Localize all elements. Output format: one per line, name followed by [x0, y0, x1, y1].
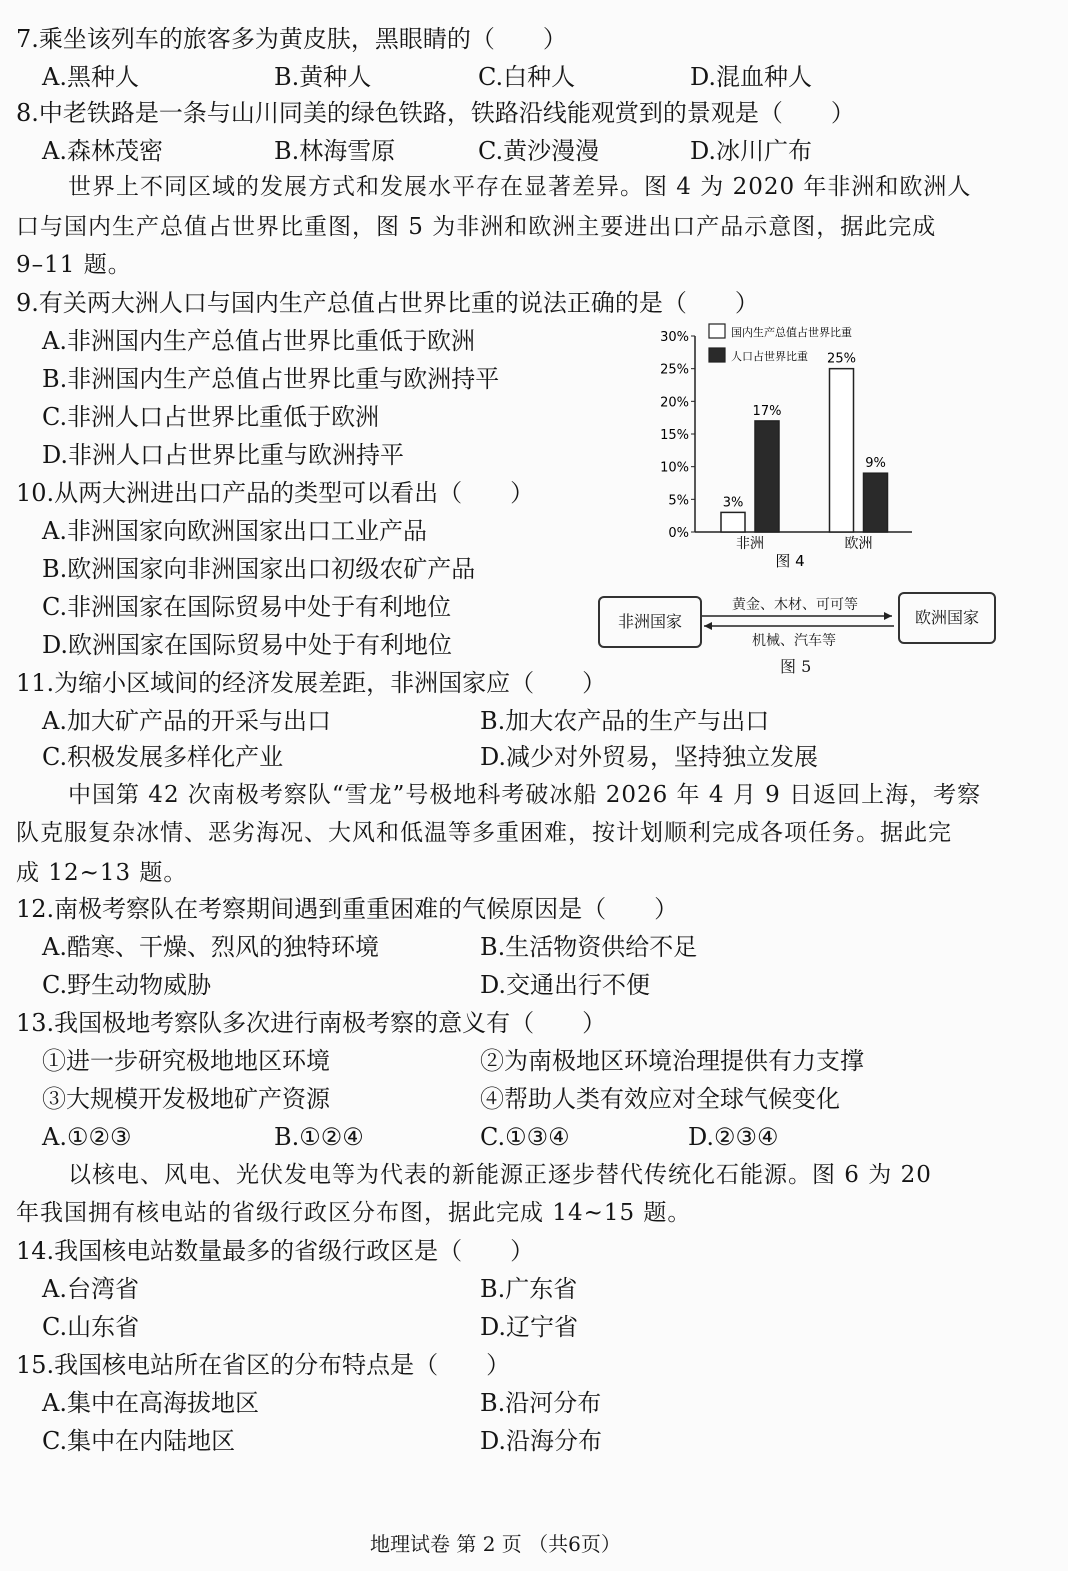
legend-label: 人口占世界比重 — [731, 350, 808, 363]
q9-option-a: A.非洲国内生产总值占世界比重低于欧洲 — [42, 327, 475, 355]
q8-option-d: D.冰川广布 — [690, 137, 813, 165]
q13-option-d: D.②③④ — [688, 1123, 779, 1151]
q7-option-b: B.黄种人 — [274, 63, 372, 91]
q13-statement-2: ②为南极地区环境治理提供有力支撑 — [480, 1047, 864, 1075]
export-arrow-head — [884, 612, 892, 620]
q14-option-a: A.台湾省 — [42, 1275, 139, 1303]
q11-option-a: A.加大矿产品的开采与出口 — [42, 707, 331, 735]
q14-option-d: D.辽宁省 — [480, 1313, 579, 1341]
africa-exports-label: 黄金、木材、可可等 — [732, 597, 858, 613]
q9-option-c: C.非洲人口占世界比重低于欧洲 — [42, 403, 380, 431]
q12-option-c: C.野生动物威胁 — [42, 971, 212, 999]
q8-option-c: C.黄沙漫漫 — [478, 137, 600, 165]
q15-option-a: A.集中在高海拔地区 — [42, 1389, 259, 1417]
q9-stem: 9.有关两大洲人口与国内生产总值占世界比重的说法正确的是（ ） — [16, 289, 759, 317]
figure-4-caption: 图 4 — [775, 552, 805, 570]
y-tick-label: 25% — [660, 362, 689, 378]
intro-9-11-line3: 9–11 题。 — [16, 252, 132, 278]
q10-option-d: D.欧洲国家在国际贸易中处于有利地位 — [42, 631, 453, 659]
q14-option-b: B.广东省 — [480, 1275, 578, 1303]
y-tick-label: 10% — [660, 460, 689, 476]
y-tick-label: 30% — [660, 330, 689, 345]
bar-value-label: 17% — [752, 403, 782, 419]
africa-box: 非洲国家 — [598, 596, 702, 648]
intro-12-13-line2: 队克服复杂冰情、恶劣海况、大风和低温等多重困难，按计划顺利完成各项任务。据此完 — [16, 820, 952, 846]
q12-option-a: A.酷寒、干燥、烈风的独特环境 — [42, 933, 379, 961]
q15-option-c: C.集中在内陆地区 — [42, 1427, 236, 1455]
legend-label: 国内生产总值占世界比重 — [731, 326, 852, 339]
figure-4-chart — [650, 318, 930, 578]
intro-9-11-line2: 口与国内生产总值占世界比重图，图 5 为非洲和欧洲主要进出口产品示意图，据此完成 — [16, 214, 937, 240]
q14-stem: 14.我国核电站数量最多的省级行政区是（ ） — [16, 1237, 535, 1265]
bar-非洲-gdp — [721, 512, 745, 532]
bar-欧洲-population — [864, 473, 888, 532]
figure-4-svg — [650, 318, 930, 578]
q11-stem: 11.为缩小区域间的经济发展差距，非洲国家应（ ） — [16, 669, 607, 697]
intro-9-11-line1: 世界上不同区域的发展方式和发展水平存在显著差异。图 4 为 2020 年非洲和欧洲人 — [68, 174, 972, 200]
y-tick-label: 15% — [660, 428, 689, 443]
x-tick-label: 欧洲 — [844, 536, 873, 552]
x-tick-label: 非洲 — [736, 536, 764, 552]
q15-option-d: D.沿海分布 — [480, 1427, 603, 1455]
intro-14-15-line1: 以核电、风电、光伏发电等为代表的新能源正逐步替代传统化石能源。图 6 为 20 — [68, 1162, 932, 1188]
q13-statement-4: ④帮助人类有效应对全球气候变化 — [480, 1085, 840, 1113]
intro-12-13-line3: 成 12~13 题。 — [16, 860, 188, 886]
intro-14-15-line2: 年我国拥有核电站的省级行政区分布图，据此完成 14~15 题。 — [16, 1200, 692, 1226]
q13-stem: 13.我国极地考察队多次进行南极考察的意义有（ ） — [16, 1009, 607, 1037]
figure-5-diagram — [592, 590, 1012, 680]
bar-非洲-population — [755, 421, 779, 532]
q11-option-b: B.加大农产品的生产与出口 — [480, 707, 770, 735]
q7-option-d: D.混血种人 — [690, 63, 813, 91]
q10-stem: 10.从两大洲进出口产品的类型可以看出（ ） — [16, 479, 535, 507]
q13-option-b: B.①②④ — [274, 1123, 364, 1151]
intro-12-13-line1: 中国第 42 次南极考察队“雪龙”号极地科考破冰船 2026 年 4 月 9 日返回上海，考察 — [68, 782, 982, 808]
q13-option-a: A.①②③ — [42, 1123, 132, 1151]
y-tick-label: 0% — [668, 526, 689, 541]
q8-stem: 8.中老铁路是一条与山川同美的绿色铁路，铁路沿线能观赏到的景观是（ ） — [16, 99, 855, 127]
q14-option-c: C.山东省 — [42, 1313, 140, 1341]
q10-option-a: A.非洲国家向欧洲国家出口工业产品 — [42, 517, 427, 545]
q7-stem: 7.乘坐该列车的旅客多为黄皮肤，黑眼睛的（ ） — [16, 25, 567, 53]
legend-swatch — [709, 348, 725, 362]
q12-option-d: D.交通出行不便 — [480, 971, 651, 999]
page-footer: 地理试卷 第 2 页 （共6页） — [370, 1532, 621, 1556]
bar-value-label: 25% — [827, 351, 856, 367]
q15-stem: 15.我国核电站所在省区的分布特点是（ ） — [16, 1351, 511, 1379]
q7-option-a: A.黑种人 — [42, 63, 139, 91]
q9-option-d: D.非洲人口占世界比重与欧洲持平 — [42, 441, 405, 469]
q7-option-c: C.白种人 — [478, 63, 576, 91]
q12-option-b: B.生活物资供给不足 — [480, 933, 698, 961]
q10-option-c: C.非洲国家在国际贸易中处于有利地位 — [42, 593, 452, 621]
europe-box: 欧洲国家 — [898, 592, 996, 644]
bar-value-label: 3% — [722, 495, 744, 511]
q13-statement-1: ①进一步研究极地地区环境 — [42, 1047, 330, 1075]
europe-exports-label: 机械、汽车等 — [752, 633, 836, 649]
bar-value-label: 9% — [865, 456, 886, 472]
legend-swatch — [709, 324, 725, 338]
q15-option-b: B.沿河分布 — [480, 1389, 602, 1417]
q8-option-b: B.林海雪原 — [274, 137, 396, 165]
bar-欧洲-gdp — [830, 369, 854, 532]
q9-option-b: B.非洲国内生产总值占世界比重与欧洲持平 — [42, 365, 500, 393]
q13-statement-3: ③大规模开发极地矿产资源 — [42, 1085, 330, 1113]
q8-option-a: A.森林茂密 — [42, 137, 163, 165]
q10-option-b: B.欧洲国家向非洲国家出口初级农矿产品 — [42, 555, 476, 583]
y-tick-label: 5% — [668, 493, 689, 509]
q13-option-c: C.①③④ — [480, 1123, 570, 1151]
q11-option-c: C.积极发展多样化产业 — [42, 743, 284, 771]
q12-stem: 12.南极考察队在考察期间遇到重重困难的气候原因是（ ） — [16, 895, 679, 923]
q11-option-d: D.减少对外贸易，坚持独立发展 — [480, 743, 819, 771]
y-tick-label: 20% — [660, 395, 689, 411]
figure-5-caption: 图 5 — [780, 657, 812, 676]
import-arrow-head — [704, 622, 712, 630]
